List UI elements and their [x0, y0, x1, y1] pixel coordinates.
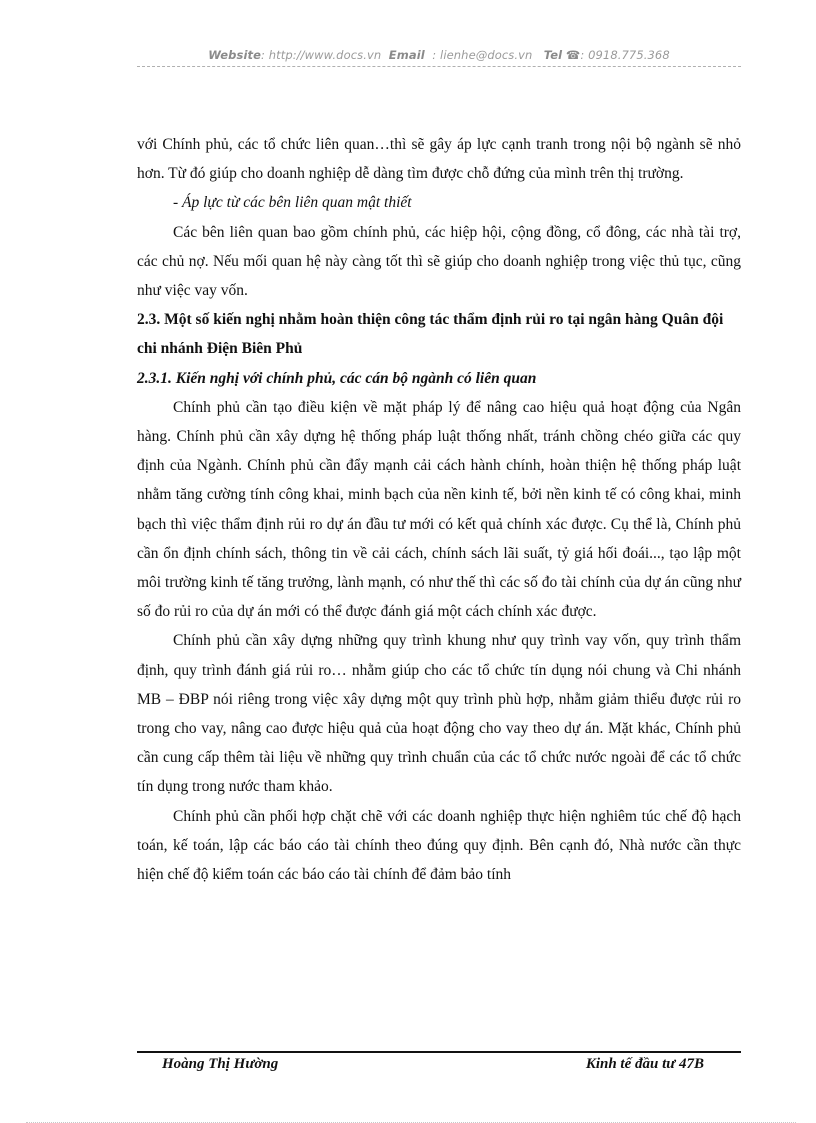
- italic-subheading: - Áp lực từ các bên liên quan mật thiết: [173, 194, 412, 212]
- website-label: Website: [208, 48, 261, 62]
- footer-class: Kinh tế đầu tư 47B: [585, 1056, 704, 1072]
- email-label: Email: [388, 48, 425, 62]
- tel-value: : 0918.775.368: [580, 48, 670, 62]
- footer-divider: [137, 1051, 741, 1053]
- subsection-heading-2-3-1: 2.3.1. Kiến nghị với chính phủ, các cán bộ ngành có liên quan: [137, 369, 537, 387]
- paragraph: Các bên liên quan bao gồm chính phủ, các hiệp hội, cộng đồng, cổ đông, các nhà tài trợ, các chủ nợ. Nếu mối quan hệ này càng tốt thì sẽ giúp cho doanh nghiệp trong việc thủ tục, cũng như việc vay vốn.: [137, 223, 741, 300]
- paragraph: Chính phủ cần xây dựng những quy trình khung như quy trình vay vốn, quy trình thẩm định, quy trình đánh giá rủi ro… nhằm giúp cho các tổ chức tín dụng nói chung và Chi nhánh MB – ĐBP nói riêng trong việc xây dựng một quy trình phù hợp, nhằm giảm thiểu được rủi ro trong cho vay, nâng cao được hiệu quả của hoạt động cho vay theo dự án. Mặt khác, Chính phủ cần cung cấp thêm tài liệu về những quy trình chuẩn của các tổ chức nước ngoài để các tổ chức tín dụng trong nước tham khảo.: [137, 632, 741, 796]
- telephone-icon: ☎: [565, 48, 581, 62]
- tel-label: Tel: [543, 48, 563, 62]
- document-body: [137, 130, 741, 889]
- email-value: : lienhe@docs.vn: [432, 48, 533, 62]
- paragraph: với Chính phủ, các tổ chức liên quan…thì sẽ gây áp lực cạnh tranh trong nội bộ ngành sẽ nhỏ hơn. Từ đó giúp cho doanh nghiệp dễ dàng tìm được chỗ đứng của mình trên thị trường.: [137, 136, 741, 183]
- section-heading-2-3: 2.3. Một số kiến nghị nhằm hoàn thiện công tác thẩm định rủi ro tại ngân hàng Quân đội chi nhánh Điện Biên Phủ: [137, 311, 724, 358]
- paragraph: Chính phủ cần phối hợp chặt chẽ với các doanh nghiệp thực hiện nghiêm túc chế độ hạch toán, kế toán, lập các báo cáo tài chính theo đúng quy định. Bên cạnh đó, Nhà nước cần thực hiện chế độ kiểm toán các báo cáo tài chính để đảm bảo tính: [137, 807, 741, 884]
- page-header: [137, 48, 741, 68]
- header-divider: [137, 66, 741, 67]
- paragraph: Chính phủ cần tạo điều kiện về mặt pháp lý để nâng cao hiệu quả hoạt động của Ngân hàng. Chính phủ cần xây dựng hệ thống pháp luật thống nhất, tránh chồng chéo giữa các quy định của Ngành. Chính phủ cần đẩy mạnh cải cách hành chính, hoàn thiện hệ thống pháp luật nhằm tăng cường tính công khai, minh bạch của nền kinh tế, bởi nền kinh tế có công khai, minh bạch thì việc thẩm định rủi ro dự án đầu tư mới có kết quả chính xác được. Cụ thể là, Chính phủ cần ổn định chính sách, thông tin về cải cách, chính sách lãi suất, tỷ giá hối đoái..., tạo lập một môi trường kinh tế tăng trưởng, lành mạnh, có như thế thì các số đo tài chính của dự án cũng như số đo rủi ro của dự án mới có thể được đánh giá một cách chính xác được.: [137, 398, 741, 621]
- website-value: : http://www.docs.vn: [260, 48, 382, 62]
- footer-author: Hoàng Thị Hường: [162, 1056, 279, 1072]
